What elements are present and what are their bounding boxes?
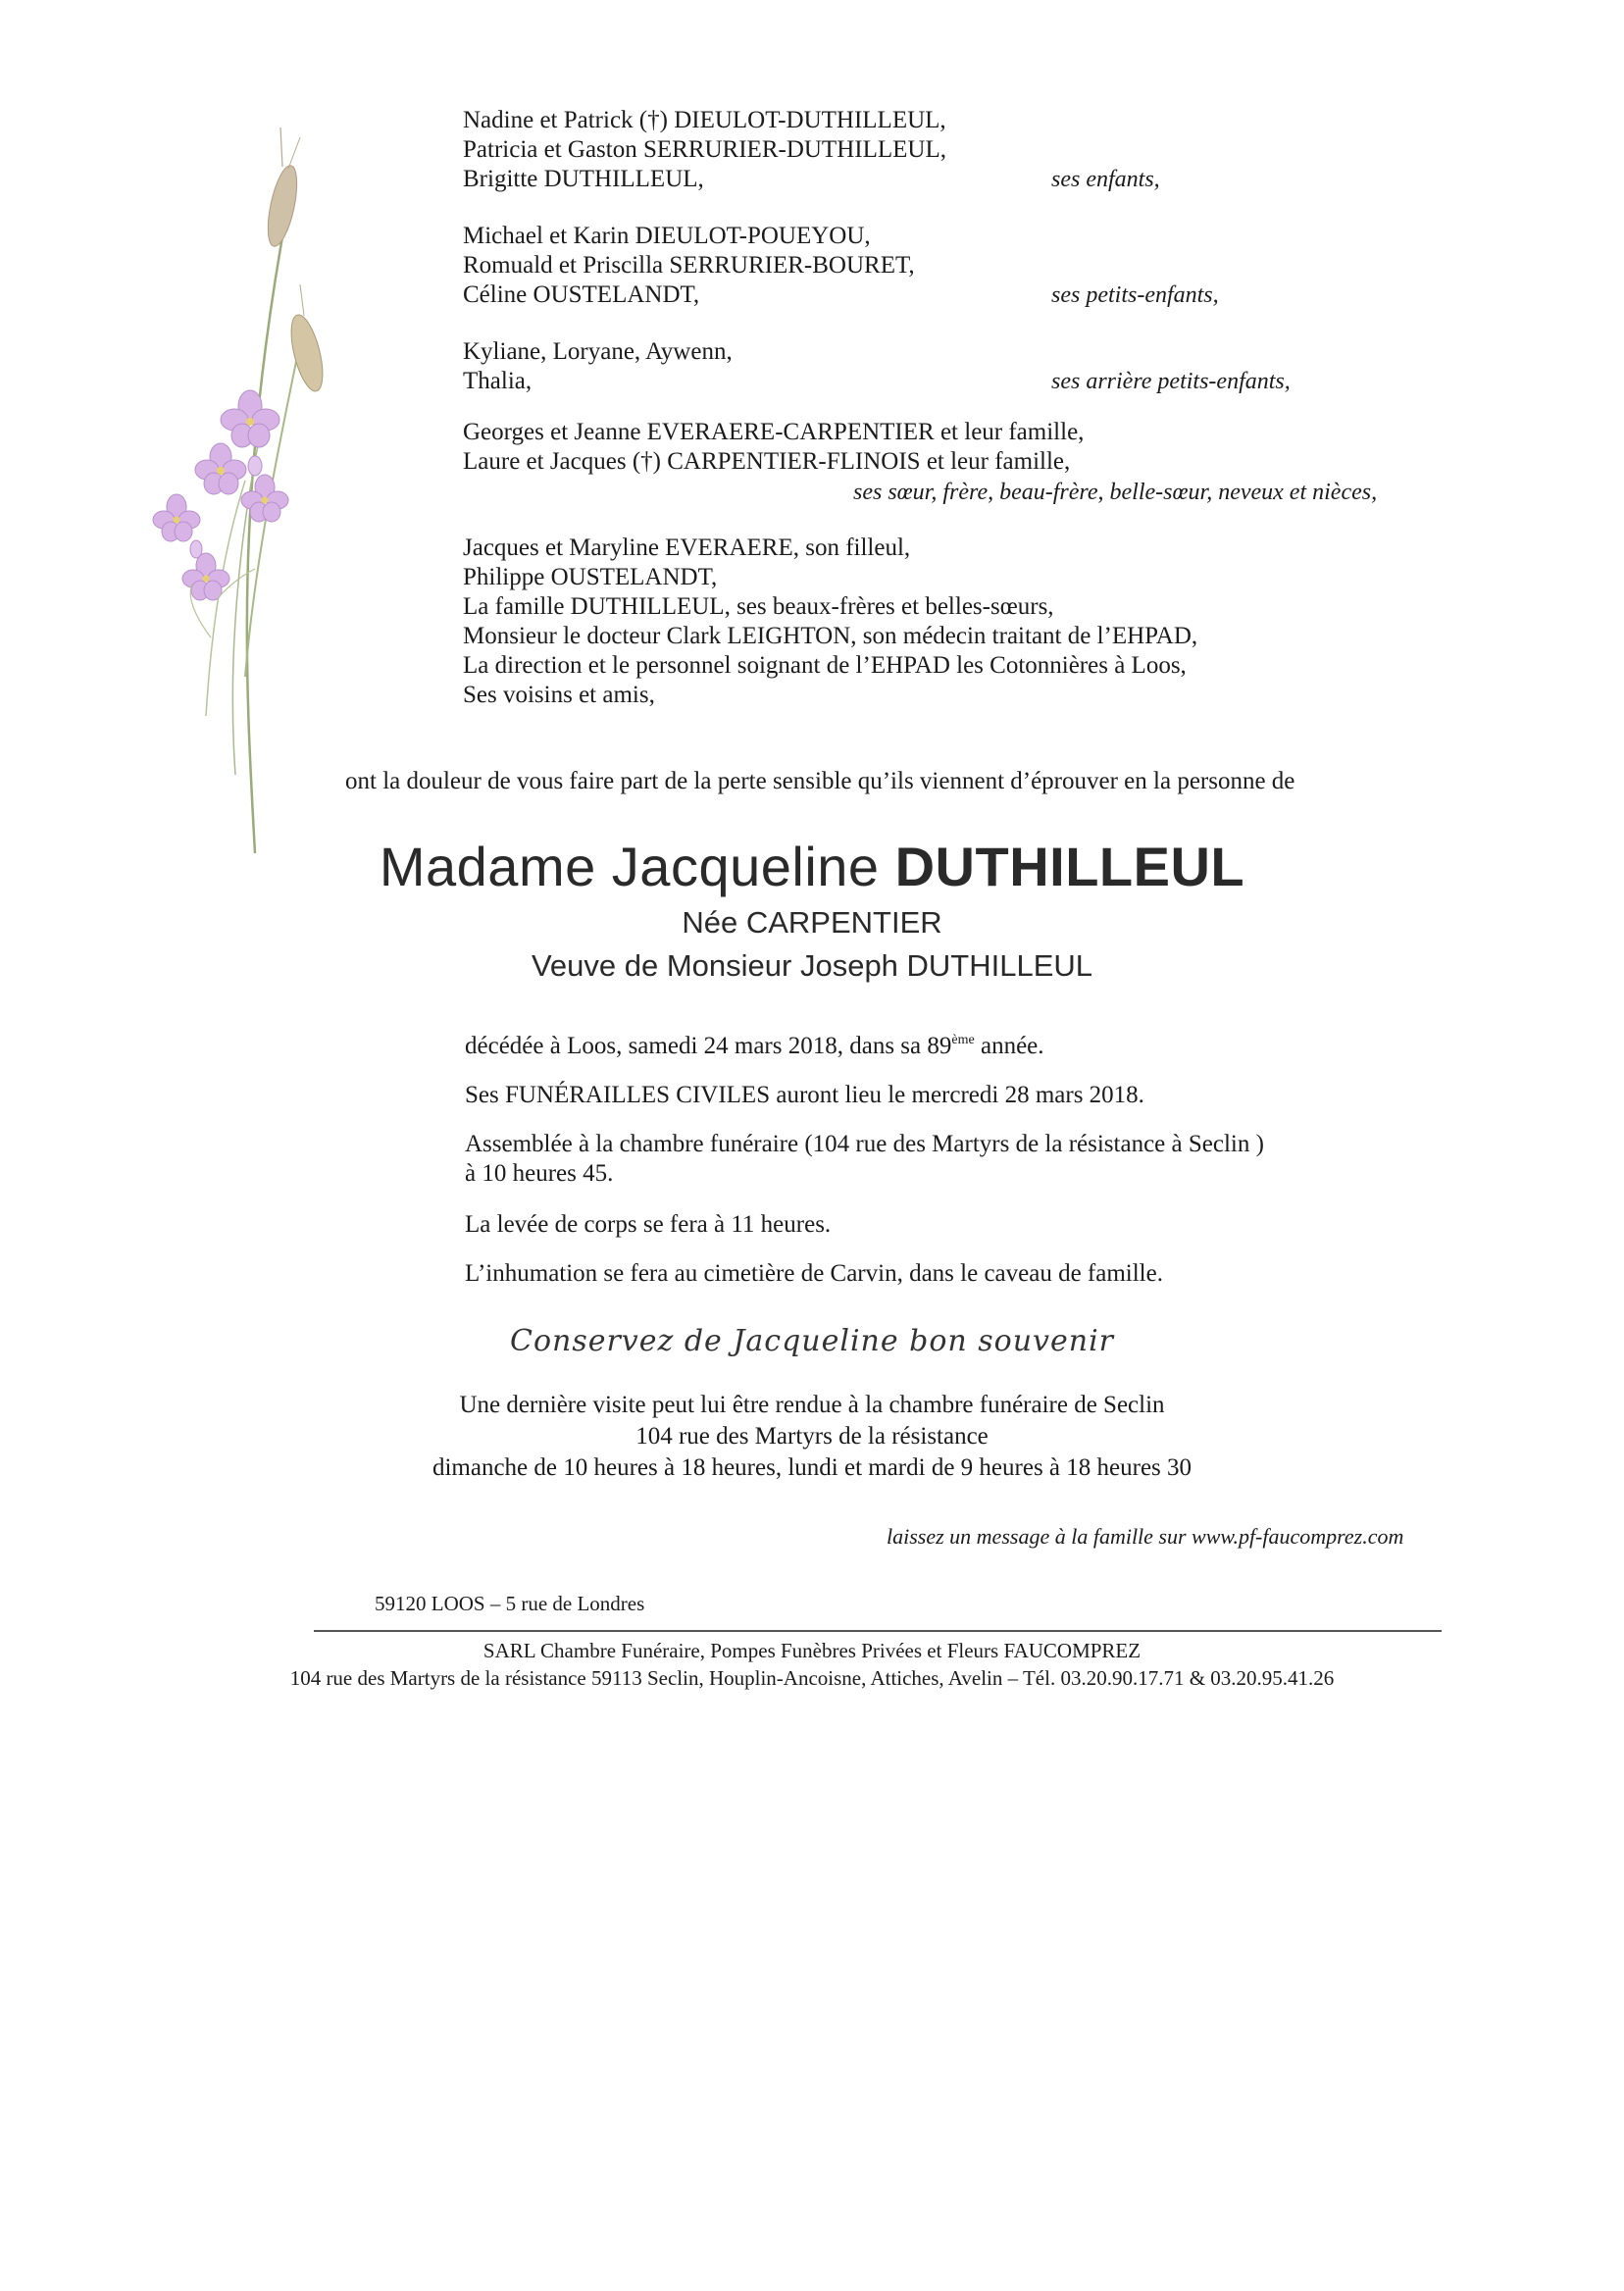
family-other-name: La direction et le personnel soignant de l’EHPAD les Cotonnières à Loos, (463, 652, 1187, 679)
violet-flowers (153, 390, 288, 600)
death-details-main: décédée à Loos, samedi 24 mars 2018, dans sa 89 (465, 1033, 952, 1059)
visit-line-3: dimanche de 10 heures à 18 heures, lundi et mardi de 9 heures à 18 heures 30 (431, 1454, 1193, 1481)
family-other-name: Jacques et Maryline EVERAERE, son filleul, (463, 535, 911, 561)
deceased-widow-of: Veuve de Monsieur Joseph DUTHILLEUL (531, 948, 1093, 983)
family-grandchildren-name: Michael et Karin DIEULOT-POUEYOU, (463, 223, 871, 249)
family-other-name: Ses voisins et amis, (463, 682, 655, 708)
deceased-born-name: Née CARPENTIER (682, 905, 942, 940)
footer-company: SARL Chambre Funéraire, Pompes Funèbres Privées et Fleurs FAUCOMPREZ (482, 1639, 1142, 1662)
footer-divider (314, 1630, 1442, 1632)
death-details-ordinal: ème (951, 1033, 975, 1047)
visit-line-2: 104 rue des Martyrs de la résistance (635, 1423, 989, 1450)
family-grandchildren-name: Céline OUSTELANDT, (463, 281, 700, 308)
grass-head-1 (263, 163, 303, 248)
family-children-name: Patricia et Gaston SERRURIER-DUTHILLEUL, (463, 136, 946, 163)
visit-line-1: Une dernière visite peut lui être rendue à la chambre funéraire de Seclin (459, 1392, 1165, 1418)
burial-details: L’inhumation se fera au cimetière de Carvin, dans le caveau de famille. (465, 1260, 1163, 1287)
role-grandchildren: ses petits-enfants, (1051, 282, 1219, 308)
funeral-details: Ses FUNÉRAILLES CIVILES auront lieu le mercredi 28 mars 2018. (465, 1082, 1144, 1108)
assembly-details: Assemblée à la chambre funéraire (104 rue des Martyrs de la résistance à Seclin ) (465, 1131, 1264, 1157)
death-details-end: année. (974, 1033, 1044, 1059)
lifting-details: La levée de corps se fera à 11 heures. (465, 1211, 832, 1238)
footer-address: 59120 LOOS – 5 rue de Londres (375, 1592, 645, 1615)
remembrance-text: Conservez de Jacqueline bon souvenir (509, 1324, 1115, 1358)
family-other-name: La famille DUTHILLEUL, ses beaux-frères et belles-sœurs, (463, 593, 1054, 620)
family-siblings-name: Georges et Jeanne EVERAERE-CARPENTIER et leur famille, (463, 419, 1085, 445)
death-details (465, 1032, 1044, 1061)
floral-illustration (108, 88, 363, 853)
family-children-name: Brigitte DUTHILLEUL, (463, 166, 704, 192)
role-siblings: ses sœur, frère, beau-frère, belle-sœur, neveux et nièces, (853, 480, 1378, 505)
family-grandchildren-name: Romuald et Priscilla SERRURIER-BOURET, (463, 252, 915, 279)
assembly-time: à 10 heures 45. (465, 1160, 614, 1187)
deceased-name (0, 836, 1624, 898)
grass-stem-1 (247, 226, 284, 853)
family-children-name: Nadine et Patrick (†) DIEULOT-DUTHILLEUL, (463, 107, 946, 133)
family-great-grandchildren-name: Kyliane, Loryane, Aywenn, (463, 338, 733, 365)
family-other-name: Philippe OUSTELANDT, (463, 564, 718, 590)
announcement-text: ont la douleur de vous faire part de la perte sensible qu’ils viennent d’éprouver en la personne de (345, 768, 1295, 794)
role-children: ses enfants, (1051, 167, 1160, 192)
deceased-surname: DUTHILLEUL (894, 836, 1245, 897)
role-great-grandchildren: ses arrière petits-enfants, (1051, 369, 1291, 394)
family-siblings-name: Laure et Jacques (†) CARPENTIER-FLINOIS et leur famille, (463, 448, 1071, 475)
deceased-first-part: Madame Jacqueline (379, 836, 880, 897)
footer-contact: 104 rue des Martyrs de la résistance 59113 Seclin, Houplin-Ancoisne, Attiches, Avelin – Tél. 03.20.90.17.71 & 03.20.95.41.26 (289, 1666, 1335, 1690)
family-other-name: Monsieur le docteur Clark LEIGHTON, son médecin traitant de l’EHPAD, (463, 623, 1198, 649)
online-message: laissez un message à la famille sur www.pf-faucomprez.com (887, 1524, 1404, 1549)
family-great-grandchildren-name: Thalia, (463, 368, 533, 394)
